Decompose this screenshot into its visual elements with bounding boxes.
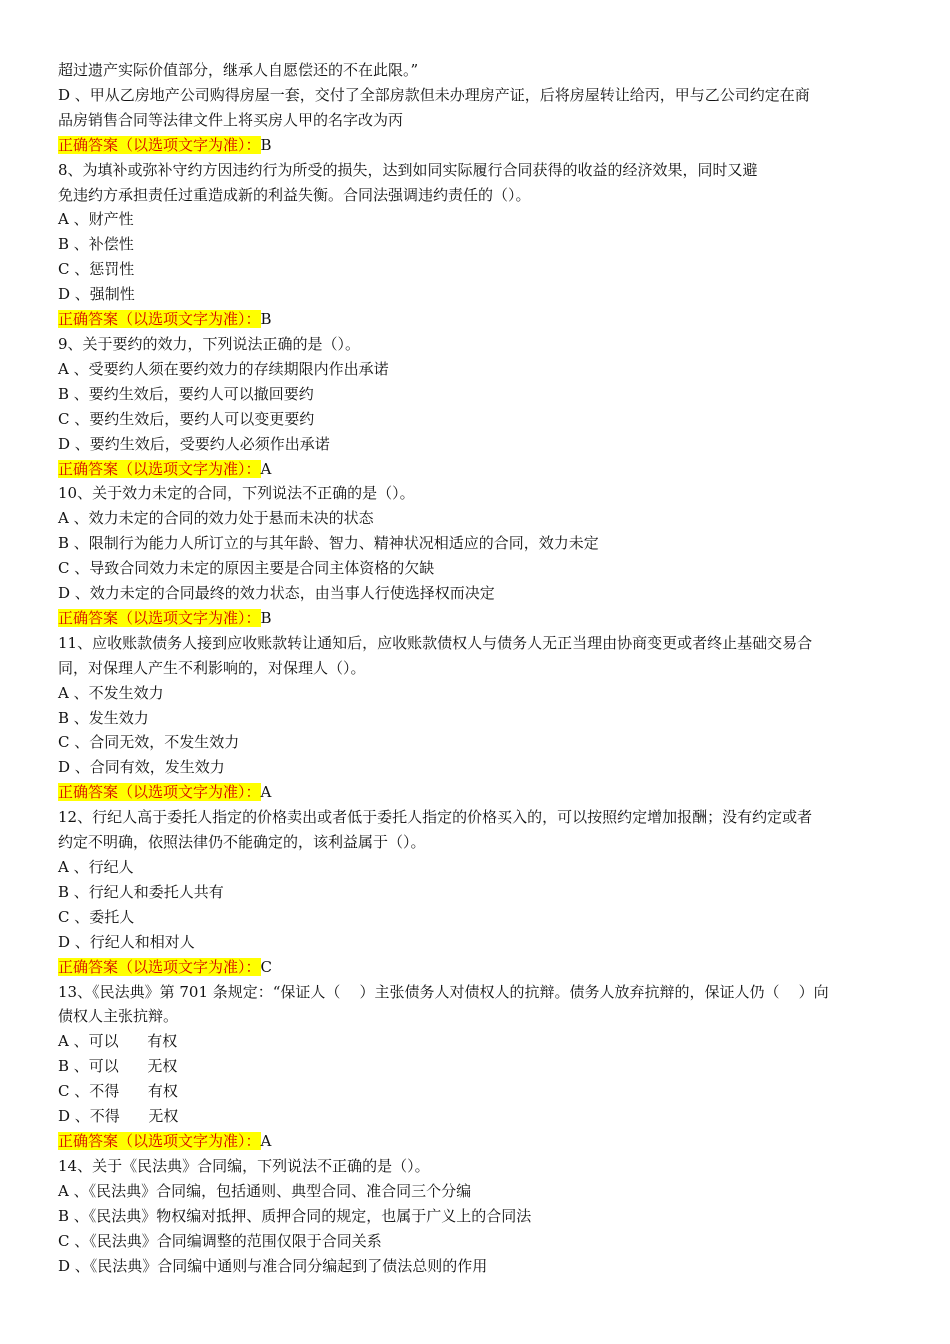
question-block — [58, 631, 898, 805]
question-stem: 9、关于要约的效力，下列说法正确的是（）。 — [58, 334, 361, 353]
question-stem: 11、应收账款债务人接到应收账款转让通知后，应收账款债权人与债务人无正当理由协商变更或者终止基础交易合 — [58, 633, 813, 652]
question-stem: 10、关于效力未定的合同，下列说法不正确的是（）。 — [58, 484, 415, 503]
question-stem: 免违约方承担责任过重造成新的利益失衡。合同法强调违约责任的（）。 — [58, 185, 531, 204]
question-block — [58, 805, 898, 979]
answer-line — [58, 457, 898, 482]
option-item: C 、合同无效，不发生效力 — [58, 733, 240, 752]
option-item: A 、行纪人 — [58, 858, 134, 876]
option-item: C 、《民法典》合同编调整的范围仅限于合同关系 — [58, 1231, 382, 1250]
answer-value: A — [260, 783, 272, 802]
question-stem: 14、关于《民法典》合同编，下列说法不正确的是（）。 — [58, 1156, 430, 1175]
answer-label: 正确答案（以选项文字为准）： — [58, 459, 261, 478]
option-item: A 、财产性 — [58, 210, 134, 229]
question-block — [58, 332, 898, 481]
answer-line — [58, 606, 898, 631]
option-item: A 、效力未定的合同的效力处于悬而未决的状态 — [58, 509, 374, 528]
answer-line — [58, 1129, 898, 1154]
answer-value: B — [260, 608, 272, 627]
answer-line — [58, 307, 898, 332]
option-item: C 、不得 有权 — [58, 1082, 178, 1101]
option-item: B 、《民法典》物权编对抵押、质押合同的规定，也属于广义上的合同法 — [58, 1206, 532, 1225]
option-item: A 、不发生效力 — [58, 683, 164, 702]
option-item: B 、可以 无权 — [58, 1057, 178, 1076]
question-stem: 12、行纪人高于委托人指定的价格卖出或者低于委托人指定的价格买入的，可以按照约定增加报酬；没有约定或者 — [58, 808, 813, 827]
answer-label: 正确答案（以选项文字为准）： — [58, 957, 261, 976]
option-item: A 、受要约人须在要约效力的存续期限内作出承诺 — [58, 359, 389, 378]
option-item: D 、要约生效后，受要约人必须作出承诺 — [58, 434, 330, 453]
answer-label: 正确答案（以选项文字为准）： — [58, 783, 261, 802]
option-item: D 、不得 无权 — [58, 1107, 179, 1126]
answer-line — [58, 780, 898, 805]
option-item: B 、限制行为能力人所订立的与其年龄、智力、精神状况相适应的合同，效力未定 — [58, 534, 599, 553]
option-item: D 、合同有效，发生效力 — [58, 758, 225, 777]
answer-label: 正确答案（以选项文字为准）： — [58, 608, 261, 627]
option-item: B 、要约生效后，要约人可以撤回要约 — [58, 384, 314, 403]
question-stem: 债权人主张抗辩。 — [58, 1007, 179, 1026]
answer-line — [58, 955, 898, 980]
option-item: B 、发生效力 — [58, 708, 149, 727]
answer-value: A — [260, 1131, 272, 1150]
answer-label: 正确答案（以选项文字为准）： — [58, 1131, 261, 1150]
option-item: C 、惩罚性 — [58, 260, 135, 279]
option-item: C 、要约生效后，要约人可以变更要约 — [58, 409, 315, 428]
option-item: D 、强制性 — [58, 285, 135, 304]
question-stem: 8、为填补或弥补守约方因违约行为所受的损失，达到如同实际履行合同获得的收益的经济效果，同时又避 — [58, 160, 758, 179]
intro-line: D 、甲从乙房地产公司购得房屋一套，交付了全部房款但未办理房产证，后将房屋转让给丙，甲与乙公司约定在商 — [58, 85, 810, 104]
option-item: B 、补偿性 — [58, 235, 134, 254]
answer-value: B — [260, 135, 272, 154]
option-item: D 、行纪人和相对人 — [58, 932, 195, 951]
question-stem: 13、《民法典》第 701 条规定：“保证人（ ）主张债务人对债权人的抗辩。债务人放弃抗辩的，保证人仍（ ）向 — [58, 982, 829, 1001]
answer-line — [58, 133, 898, 158]
document-page — [58, 58, 898, 1278]
question-block — [58, 980, 898, 1154]
option-item: B 、行纪人和委托人共有 — [58, 882, 224, 901]
option-item: D 、《民法典》合同编中通则与准合同分编起到了债法总则的作用 — [58, 1256, 488, 1275]
option-item: D 、效力未定的合同最终的效力状态，由当事人行使选择权而决定 — [58, 584, 495, 603]
answer-value: A — [260, 459, 272, 478]
question-stem: 同，对保理人产生不利影响的，对保理人（）。 — [58, 658, 366, 677]
option-item: A 、《民法典》合同编，包括通则、典型合同、准合同三个分编 — [58, 1181, 472, 1200]
question-stem: 约定不明确，依照法律仍不能确定的，该利益属于（）。 — [58, 833, 426, 852]
question-block — [58, 481, 898, 630]
answer-value: C — [260, 957, 272, 976]
option-item: A 、可以 有权 — [58, 1032, 178, 1051]
answer-label: 正确答案（以选项文字为准）： — [58, 310, 261, 329]
answer-value: B — [260, 310, 272, 329]
question-block — [58, 1154, 898, 1279]
intro-line: 超过遗产实际价值部分，继承人自愿偿还的不在此限。” — [58, 61, 419, 79]
intro-line: 品房销售合同等法律文件上将买房人甲的名字改为丙 — [58, 110, 404, 129]
question-list — [58, 158, 898, 1279]
question-block — [58, 158, 898, 332]
answer-label: 正确答案（以选项文字为准）： — [58, 135, 261, 154]
option-item: C 、委托人 — [58, 907, 135, 926]
option-item: C 、导致合同效力未定的原因主要是合同主体资格的欠缺 — [58, 559, 435, 578]
